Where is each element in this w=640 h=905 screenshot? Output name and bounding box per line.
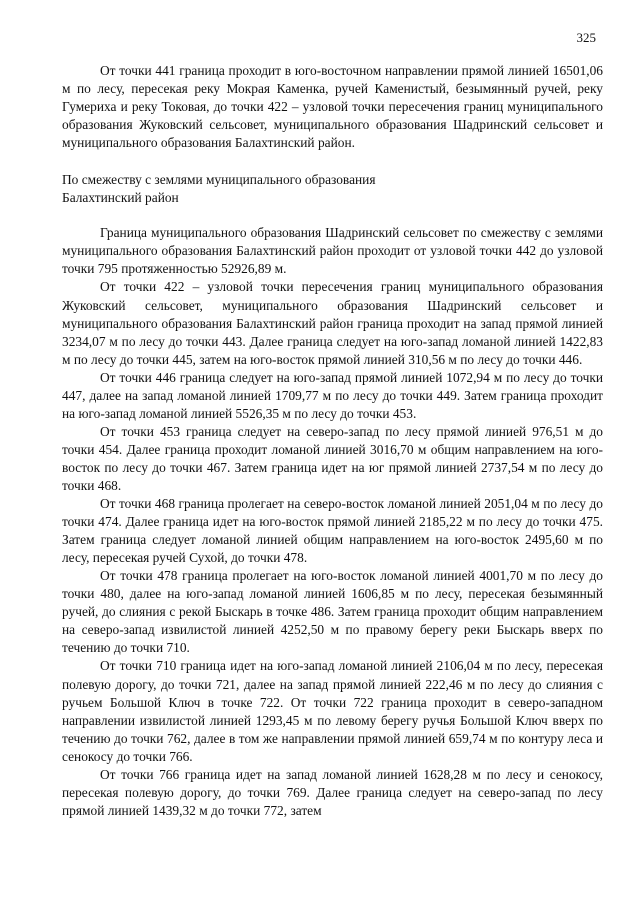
paragraph: От точки 422 – узловой точки пересечения границ муниципального образования Жуковский сельсовет, муниципального образования Шадринский сельсовет и муниципального образования Балахтинский район граница проходит на запад прямой линией 3234,07 м по лесу до точки 443. Далее граница следует на юго-запад ломаной линией 1422,83 м по лесу до точки 445, затем на юго-восток прямой линией 310,56 м по лесу до точки 446. — [62, 279, 603, 367]
paragraph: От точки 453 граница следует на северо-запад по лесу прямой линией 976,51 м до точки 454. Далее граница проходит ломаной линией 3016,70 м общим направлением на юго-восток по лесу до точки 467. Затем граница идет на юг прямой линией 2737,54 м по лесу до точки 468. — [62, 423, 603, 493]
paragraph: От точки 710 граница идет на юго-запад ломаной линией 2106,04 м по лесу, пересекая полевую дорогу, до точки 721, далее на запад прямой линией 222,46 м по лесу до слияния с ручьем Большой Ключ в точке 722. От точки 722 граница проходит в северо-западном направлении извилистой линией 1293,45 м по левому берегу ручья Большой Ключ вверх по течению до точки 762, далее в том же направлении прямой линией 659,74 м по контуру леса и сенокосу до точки 766. — [62, 658, 603, 764]
paragraph: От точки 468 граница пролегает на северо-восток ломаной линией 2051,04 м по лесу до точки 474. Далее граница идет на юго-восток прямой линией 2185,22 м по лесу до точки 475. Затем граница следует ломаной линией общим направлением на юго-восток 2495,60 м по лесу, пересекая ручей Сухой, до точки 478. — [62, 496, 603, 566]
section-heading — [62, 171, 603, 207]
section-heading-line-1: По смежеству с землями муниципального образования — [62, 172, 376, 188]
paragraph: От точки 446 граница следует на юго-запад прямой линией 1072,94 м по лесу до точки 447, далее на запад ломаной линией 1709,77 м по лесу до точки 449. Затем граница проходит на юго-запад ломаной линией 5526,35 м по лесу до точки 453. — [62, 369, 603, 421]
section-heading-line-2: Балахтинский район — [62, 190, 179, 206]
paragraph-intro: От точки 441 граница проходит в юго-восточном направлении прямой линией 16501,06 м по лесу, пересекая реку Мокрая Каменка, ручей Каменистый, безымянный ручей, реку Гумериха и реку Токовая, до точки 422 – узловой точки пересечения границ муниципального образования Жуковский сельсовет, муниципального образования Шадринский сельсовет и муниципального образования Балахтинский район. — [62, 63, 603, 151]
paragraph: От точки 766 граница идет на запад ломаной линией 1628,28 м по лесу и сенокосу, пересекая полевую дорогу, до точки 769. Далее граница следует на северо-запад по лесу прямой линией 1439,32 м до точки 772, затем — [62, 766, 603, 818]
page-number: 325 — [576, 30, 596, 45]
paragraph: От точки 478 граница пролегает на юго-восток ломаной линией 4001,70 м по лесу до точки 480, далее на юго-запад ломаной линией 1606,85 м по лесу, пересекая безымянный ручей, до слияния с рекой Быскарь в точке 486. Затем граница проходит общим направлением на северо-запад извилистой линией 4252,50 м по правому берегу реки Быскарь вверх по течению до точки 710. — [62, 568, 603, 656]
paragraph: Граница муниципального образования Шадринский сельсовет по смежеству с землями муниципального образования Балахтинский район проходит от узловой точки 442 до узловой точки 795 протяженностью 52926,89 м. — [62, 225, 603, 277]
document-body — [62, 62, 603, 820]
